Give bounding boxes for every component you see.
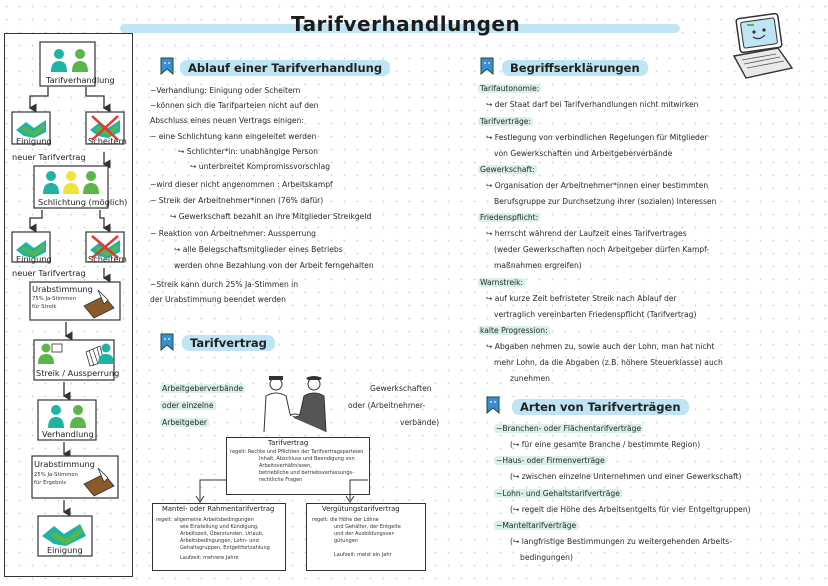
tv-line-1: regelt: Rechte und Pflichten der Tarifvertragsparteien bbox=[230, 449, 364, 455]
page-title: Tarifverhandlungen bbox=[291, 12, 521, 36]
flow-neuer-tarifvertrag-1: neuer Tarifvertrag bbox=[12, 152, 86, 162]
bookmark-icon bbox=[160, 57, 174, 75]
flow-schlichtung: Schlichtung (möglich) bbox=[38, 197, 128, 207]
ablauf-line-9: ↪ Gewerkschaft bezahlt an ihre Mitglieder Streikgeld bbox=[170, 212, 372, 221]
mantel-line-5: Gehaltsgruppen, Entgeltfortzahlung bbox=[180, 545, 270, 551]
tv-line-4: betriebliche und betriebsverfassungs- bbox=[259, 470, 354, 476]
def-friedenspflicht-1: ↪ herrscht während der Laufzeit eines Tarifvertrages bbox=[486, 229, 687, 238]
ablauf-line-14: der Urabstimmung beendet werden bbox=[150, 295, 286, 304]
gewerkschaft-line-1: Gewerkschaften bbox=[370, 384, 432, 393]
ablauf-line-13: ~Streik kann durch 25% Ja-Stimmen in bbox=[150, 280, 299, 289]
def-kalte-progression-1: ↪ Abgaben nehmen zu, sowie auch der Lohn, man hat nicht bbox=[486, 342, 715, 351]
ablauf-line-8: ~ Streik der Arbeitnehmer*innen (76% dafür) bbox=[150, 196, 324, 205]
arbeitgeber-line-1: Arbeitgeberverbände bbox=[162, 384, 244, 393]
arten-line-2: (↪ zwischen einzelne Unternehmen und einer Gewerkschaft) bbox=[510, 472, 742, 481]
arten-line-1: (↪ für eine gesamte Branche / bestimmte Region) bbox=[510, 440, 701, 449]
flow-urabstimmung-1: Urabstimmung bbox=[32, 284, 93, 294]
verguetung-box bbox=[306, 503, 426, 571]
ablauf-line-10: ~ Reaktion von Arbeitnehmer: Aussperrung bbox=[150, 229, 316, 238]
arten-line-3: (↪ regelt die Höhe des Arbeitsentgelts für vier Entgeltgruppen) bbox=[510, 505, 751, 514]
arten-term-1: ~Branchen- oder Flächentarifverträge bbox=[496, 424, 642, 433]
laptop-icon bbox=[730, 12, 796, 82]
tarifvertrag-heading: Tarifvertrag bbox=[182, 335, 275, 351]
ablauf-line-2: ~können sich die Tarifparteien nicht auf den bbox=[150, 101, 319, 110]
arten-term-3: ~Lohn- und Gehaltstarifverträge bbox=[496, 489, 620, 498]
arten-line-4: (↪ langfristige Bestimmungen zu weitergehenden Arbeits- bbox=[510, 537, 732, 546]
tv-line-5: rechtliche Fragen bbox=[259, 477, 303, 483]
mantel-line-4: Arbeitsbedingungen, Lohn- und bbox=[180, 538, 259, 544]
def-gewerkschaft-2: Berufsgruppe zur Durchsetzung ihrer (sozialen) Interessen bbox=[494, 197, 717, 206]
flow-urab2-line2: für Ergebnis bbox=[34, 480, 67, 486]
term-tarifautonomie: Tarifautonomie: bbox=[480, 84, 540, 93]
def-tarifvertraege-2: von Gewerkschaften und Arbeitgeberverbände bbox=[494, 149, 673, 158]
arten-term-2: ~Haus- oder Firmenverträge bbox=[496, 456, 605, 465]
ablauf-line-1: ~Verhandlung: Einigung oder Scheitern bbox=[150, 86, 301, 95]
mantel-line-2: wie Einstellung und Kündigung, bbox=[180, 524, 259, 530]
flow-einigung-3: Einigung bbox=[47, 545, 83, 555]
ablauf-line-3: Abschluss eines neuen Vertrags einigen: bbox=[150, 116, 304, 125]
term-warnstreik: Warnstreik: bbox=[480, 278, 524, 287]
verg-line-2: und Gehälter, der Entgelte bbox=[334, 524, 401, 530]
def-friedenspflicht-2: (weder Gewerkschaften noch Arbeitgeber dürfen Kampf- bbox=[494, 245, 710, 254]
term-kalte-progression: kalte Progression: bbox=[480, 326, 548, 335]
flow-urab1-line1: 75% Ja-Stimmen bbox=[32, 296, 77, 302]
term-friedenspflicht: Friedenspflicht: bbox=[480, 213, 539, 222]
verg-line-3: und der Ausbildungsver- bbox=[334, 531, 396, 537]
arten-term-4: ~Manteltarifverträge bbox=[496, 521, 577, 530]
mantel-line-1: regelt: allgemeine Arbeitsbedingungen bbox=[156, 517, 254, 523]
flow-einigung-1: Einigung bbox=[16, 136, 52, 146]
verguetung-title: Vergütungstarifvertrag bbox=[322, 505, 400, 513]
verg-line-5: Laufzeit: meist ein Jahr bbox=[334, 552, 392, 558]
term-gewerkschaft: Gewerkschaft: bbox=[480, 165, 535, 174]
def-tarifautonomie-1: ↪ der Staat darf bei Tarifverhandlungen nicht mitwirken bbox=[486, 100, 699, 109]
gewerkschaft-line-3: verbände) bbox=[400, 418, 440, 427]
flow-verhandlung: Verhandlung bbox=[42, 429, 94, 439]
ablauf-line-11: ↪ alle Belegschaftsmitglieder eines Betriebs bbox=[174, 245, 343, 254]
flow-urabstimmung-2: Urabstimmung bbox=[34, 459, 95, 469]
flow-urab2-line1: 25% Ja-Stimmen bbox=[34, 472, 79, 478]
tarifvertrag-box-title: Tarifvertrag bbox=[268, 439, 309, 447]
ablauf-heading: Ablauf einer Tarifverhandlung bbox=[180, 60, 390, 76]
arten-heading: Arten von Tarifverträgen bbox=[512, 399, 689, 415]
verg-line-1: regelt: die Höhe der Löhne bbox=[312, 517, 379, 523]
bookmark-icon bbox=[486, 396, 500, 414]
tv-line-2: Inhalt, Abschluss und Beendigung von bbox=[259, 456, 355, 462]
def-friedenspflicht-3: maßnahmen ergreifen) bbox=[494, 261, 582, 270]
bookmark-icon bbox=[480, 57, 494, 75]
flow-scheitern-1: Scheitern bbox=[88, 136, 127, 146]
verg-line-4: gütungen bbox=[334, 538, 359, 544]
ablauf-line-4: ~ eine Schlichtung kann eingeleitet werden bbox=[150, 132, 317, 141]
arbeitgeber-line-3: Arbeitgeber bbox=[162, 418, 208, 427]
flow-neuer-tarifvertrag-2: neuer Tarifvertrag bbox=[12, 268, 86, 278]
ablauf-line-7: ~wird dieser nicht angenommen : Arbeitskampf bbox=[150, 180, 333, 189]
flow-einigung-2: Einigung bbox=[16, 254, 52, 264]
def-warnstreik-2: vertraglich vereinbarten Friedenspflicht (Tarifvertrag) bbox=[494, 310, 697, 319]
begriffe-heading: Begriffserklärungen bbox=[502, 60, 648, 76]
def-warnstreik-1: ↪ auf kurze Zeit befristeter Streik nach Ablauf der bbox=[486, 294, 677, 303]
flow-streik: Streik / Aussperrung bbox=[36, 368, 120, 378]
arbeitgeber-line-2: oder einzelne bbox=[162, 401, 214, 410]
tv-line-3: Arbeitsverhältnissen, bbox=[259, 463, 312, 469]
flow-scheitern-2: Scheitern bbox=[88, 254, 127, 264]
ablauf-line-6: ↪ unterbreitet Kompromissvorschlag bbox=[190, 162, 331, 171]
mantel-line-6: Laufzeit: mehrere Jahre bbox=[180, 555, 239, 561]
ablauf-line-5: ↪ Schlichter*in: unabhängige Person bbox=[178, 147, 318, 156]
gewerkschaft-line-2: oder (Arbeitnehmer- bbox=[348, 401, 426, 410]
flow-urab1-line2: für Streik bbox=[32, 304, 57, 310]
def-tarifvertraege-1: ↪ Festlegung von verbindlichen Regelungen für Mitglieder bbox=[486, 133, 708, 142]
def-kalte-progression-3: zunehmen bbox=[510, 374, 550, 383]
term-tarifvertraege: Tarifverträge: bbox=[480, 117, 532, 126]
bookmark-icon bbox=[160, 333, 174, 351]
mantel-title: Mantel- oder Rahmentarifvertrag bbox=[162, 505, 275, 513]
ablauf-line-12: werden ohne Bezahlung von der Arbeit ferngehalten bbox=[174, 261, 374, 270]
def-gewerkschaft-1: ↪ Organisation der Arbeitnehmer*innen einer bestimmten bbox=[486, 181, 709, 190]
flow-tarifverhandlung: Tarifverhandlung bbox=[46, 75, 115, 85]
def-kalte-progression-2: mehr Lohn, da die Abgaben (z.B. höhere Steuerklasse) auch bbox=[494, 358, 723, 367]
mantel-line-3: Arbeitszeit, Überstunden, Urlaub, bbox=[180, 531, 264, 537]
arten-line-4b: bedingungen) bbox=[520, 553, 573, 562]
handshake-illustration bbox=[256, 374, 336, 434]
